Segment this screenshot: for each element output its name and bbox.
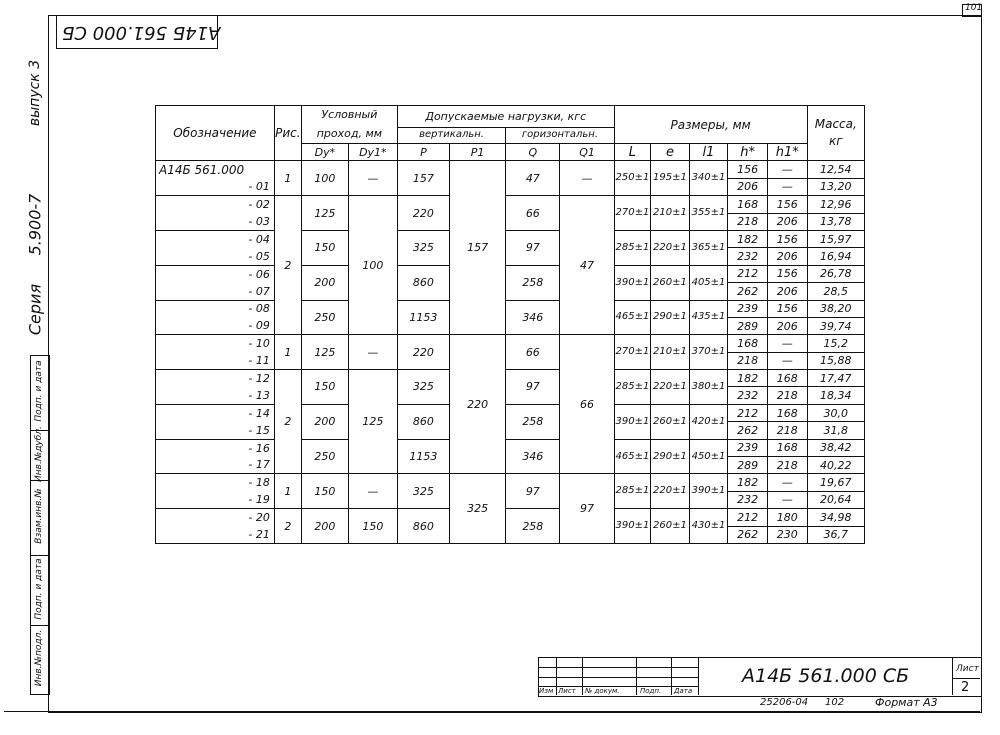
bottom-edge bbox=[4, 711, 980, 712]
h1-cell: 156 bbox=[767, 265, 807, 282]
designation-cell: - 01 bbox=[156, 178, 275, 195]
hdr-e: e bbox=[651, 144, 690, 161]
designation-cell: - 06 bbox=[156, 265, 275, 282]
dy-cell: 150 bbox=[301, 230, 348, 265]
p1-cell: 157 bbox=[449, 161, 505, 335]
dy1-cell: — bbox=[348, 335, 397, 370]
h1-cell: — bbox=[767, 161, 807, 178]
L-cell: 390±1 bbox=[614, 265, 650, 300]
stamp-1: Подп. и дата bbox=[34, 360, 44, 422]
l1-cell: 420±1 bbox=[689, 404, 728, 439]
hdr-q1: Q1 bbox=[560, 144, 614, 161]
title-col-sign: Подп. bbox=[640, 687, 662, 695]
L-cell: 390±1 bbox=[614, 509, 650, 544]
e-cell: 260±1 bbox=[651, 265, 690, 300]
l1-cell: 405±1 bbox=[689, 265, 728, 300]
mass-cell: 18,34 bbox=[807, 387, 864, 404]
h-cell: 182 bbox=[728, 230, 768, 247]
p1-cell: 325 bbox=[449, 474, 505, 544]
dy1-cell: 100 bbox=[348, 196, 397, 335]
stamp-4: Подп. и дата bbox=[34, 558, 44, 620]
h-cell: 168 bbox=[728, 196, 768, 213]
title-col-date: Дата bbox=[674, 687, 693, 695]
dy-cell: 150 bbox=[301, 370, 348, 405]
designation-cell: - 03 bbox=[156, 213, 275, 230]
sheet-top-number: 101 bbox=[965, 3, 983, 13]
designation-cell: А14Б 561.000 bbox=[156, 161, 275, 178]
h1-cell: 168 bbox=[767, 370, 807, 387]
mass-cell: 12,54 bbox=[807, 161, 864, 178]
p-cell: 1153 bbox=[397, 439, 449, 474]
q-cell: 97 bbox=[506, 474, 560, 509]
mass-cell: 39,74 bbox=[807, 317, 864, 334]
q-cell: 66 bbox=[506, 335, 560, 370]
h1-cell: 206 bbox=[767, 213, 807, 230]
dy-cell: 100 bbox=[301, 161, 348, 196]
h-cell: 182 bbox=[728, 474, 768, 491]
mass-cell: 12,96 bbox=[807, 196, 864, 213]
dy-cell: 150 bbox=[301, 474, 348, 509]
h1-cell: 218 bbox=[767, 422, 807, 439]
mass-cell: 28,5 bbox=[807, 283, 864, 300]
designation-cell: - 13 bbox=[156, 387, 275, 404]
fig-cell: 2 bbox=[274, 370, 301, 474]
h1-cell: — bbox=[767, 352, 807, 369]
h1-cell: 218 bbox=[767, 457, 807, 474]
e-cell: 290±1 bbox=[651, 300, 690, 335]
h-cell: 212 bbox=[728, 404, 768, 421]
hdr-horizontal: горизонтальн. bbox=[506, 127, 614, 144]
format-label: Формат А3 bbox=[875, 696, 938, 709]
p-cell: 860 bbox=[397, 404, 449, 439]
mass-cell: 15,2 bbox=[807, 335, 864, 352]
title-col-list: Лист bbox=[558, 687, 576, 695]
h-cell: 239 bbox=[728, 300, 768, 317]
L-cell: 390±1 bbox=[614, 404, 650, 439]
h-cell: 232 bbox=[728, 248, 768, 265]
designation-cell: - 19 bbox=[156, 491, 275, 508]
side-series: Серия bbox=[25, 283, 45, 336]
mass-cell: 36,7 bbox=[807, 526, 864, 543]
l1-cell: 380±1 bbox=[689, 370, 728, 405]
mass-cell: 15,88 bbox=[807, 352, 864, 369]
hdr-p1: P1 bbox=[449, 144, 505, 161]
hdr-dy1: Dу1* bbox=[348, 144, 397, 161]
q1-cell: 47 bbox=[560, 196, 614, 335]
e-cell: 260±1 bbox=[651, 509, 690, 544]
L-cell: 285±1 bbox=[614, 474, 650, 509]
L-cell: 285±1 bbox=[614, 370, 650, 405]
h-cell: 289 bbox=[728, 317, 768, 334]
h1-cell: 156 bbox=[767, 300, 807, 317]
dy-cell: 250 bbox=[301, 439, 348, 474]
L-cell: 270±1 bbox=[614, 196, 650, 231]
designation-cell: - 11 bbox=[156, 352, 275, 369]
l1-cell: 435±1 bbox=[689, 300, 728, 335]
designation-cell: - 14 bbox=[156, 404, 275, 421]
p-cell: 325 bbox=[397, 474, 449, 509]
designation-cell: - 17 bbox=[156, 457, 275, 474]
L-cell: 270±1 bbox=[614, 335, 650, 370]
p1-cell: 220 bbox=[449, 335, 505, 474]
l1-cell: 340±1 bbox=[689, 161, 728, 196]
hdr-designation: Обозначение bbox=[156, 106, 275, 161]
archive-page: 102 bbox=[825, 697, 845, 708]
designation-cell: - 18 bbox=[156, 474, 275, 491]
l1-cell: 450±1 bbox=[689, 439, 728, 474]
e-cell: 260±1 bbox=[651, 404, 690, 439]
hdr-L: L bbox=[614, 144, 650, 161]
fig-cell: 1 bbox=[274, 161, 301, 196]
e-cell: 220±1 bbox=[651, 230, 690, 265]
dy1-cell: — bbox=[348, 161, 397, 196]
p-cell: 325 bbox=[397, 370, 449, 405]
designation-cell: - 09 bbox=[156, 317, 275, 334]
hdr-dims: Размеры, мм bbox=[614, 106, 807, 144]
mass-cell: 13,78 bbox=[807, 213, 864, 230]
q-cell: 346 bbox=[506, 439, 560, 474]
h-cell: 218 bbox=[728, 213, 768, 230]
title-code: А14Б 561.000 СБ bbox=[742, 665, 910, 687]
l1-cell: 390±1 bbox=[689, 474, 728, 509]
q-cell: 258 bbox=[506, 404, 560, 439]
designation-cell: - 05 bbox=[156, 248, 275, 265]
q1-cell: — bbox=[560, 161, 614, 196]
l1-cell: 365±1 bbox=[689, 230, 728, 265]
stamp-3: Взам.инв.№ bbox=[34, 488, 44, 544]
h1-cell: 156 bbox=[767, 230, 807, 247]
q-cell: 258 bbox=[506, 509, 560, 544]
e-cell: 210±1 bbox=[651, 335, 690, 370]
h1-cell: 168 bbox=[767, 404, 807, 421]
hdr-nominal: Условный проход, мм bbox=[301, 106, 397, 144]
L-cell: 465±1 bbox=[614, 300, 650, 335]
rotated-code: А14Б 561.000 СБ bbox=[62, 22, 221, 43]
h-cell: 182 bbox=[728, 370, 768, 387]
designation-cell: - 15 bbox=[156, 422, 275, 439]
q-cell: 66 bbox=[506, 196, 560, 231]
p-cell: 860 bbox=[397, 265, 449, 300]
h1-cell: 218 bbox=[767, 387, 807, 404]
dy-cell: 200 bbox=[301, 509, 348, 544]
designation-cell: - 12 bbox=[156, 370, 275, 387]
hdr-vertical: вертикальн. bbox=[397, 127, 505, 144]
L-cell: 285±1 bbox=[614, 230, 650, 265]
h1-cell: 156 bbox=[767, 196, 807, 213]
h1-cell: — bbox=[767, 474, 807, 491]
q1-cell: 97 bbox=[560, 474, 614, 544]
hdr-loads: Допускаемые нагрузки, кгс bbox=[397, 106, 614, 128]
h-cell: 262 bbox=[728, 283, 768, 300]
fig-cell: 2 bbox=[274, 196, 301, 335]
l1-cell: 355±1 bbox=[689, 196, 728, 231]
dy-cell: 250 bbox=[301, 300, 348, 335]
dy1-cell: 125 bbox=[348, 370, 397, 474]
h-cell: 232 bbox=[728, 491, 768, 508]
dy-cell: 125 bbox=[301, 335, 348, 370]
q-cell: 346 bbox=[506, 300, 560, 335]
side-series-no: 5.900-7 bbox=[25, 193, 45, 256]
fig-cell: 1 bbox=[274, 474, 301, 509]
fig-cell: 2 bbox=[274, 509, 301, 544]
mass-cell: 38,20 bbox=[807, 300, 864, 317]
h-cell: 232 bbox=[728, 387, 768, 404]
stamp-5: Инв.№подл. bbox=[34, 629, 44, 687]
p-cell: 1153 bbox=[397, 300, 449, 335]
h1-cell: — bbox=[767, 491, 807, 508]
e-cell: 290±1 bbox=[651, 439, 690, 474]
l1-cell: 370±1 bbox=[689, 335, 728, 370]
dy1-cell: 150 bbox=[348, 509, 397, 544]
l1-cell: 430±1 bbox=[689, 509, 728, 544]
hdr-h1: h1* bbox=[767, 144, 807, 161]
h1-cell: 180 bbox=[767, 509, 807, 526]
mass-cell: 34,98 bbox=[807, 509, 864, 526]
h-cell: 262 bbox=[728, 526, 768, 543]
designation-cell: - 04 bbox=[156, 230, 275, 247]
h-cell: 168 bbox=[728, 335, 768, 352]
mass-cell: 30,0 bbox=[807, 404, 864, 421]
designation-cell: - 10 bbox=[156, 335, 275, 352]
dy1-cell: — bbox=[348, 474, 397, 509]
L-cell: 465±1 bbox=[614, 439, 650, 474]
p-cell: 220 bbox=[397, 335, 449, 370]
designation-cell: - 07 bbox=[156, 283, 275, 300]
q-cell: 47 bbox=[506, 161, 560, 196]
dy-cell: 200 bbox=[301, 404, 348, 439]
h-cell: 212 bbox=[728, 265, 768, 282]
mass-cell: 38,42 bbox=[807, 439, 864, 456]
side-issue: выпуск 3 bbox=[27, 59, 43, 127]
hdr-p: P bbox=[397, 144, 449, 161]
h-cell: 156 bbox=[728, 161, 768, 178]
q1-cell: 66 bbox=[560, 335, 614, 474]
h1-cell: — bbox=[767, 178, 807, 195]
h1-cell: 230 bbox=[767, 526, 807, 543]
h1-cell: 206 bbox=[767, 317, 807, 334]
q-cell: 97 bbox=[506, 370, 560, 405]
e-cell: 220±1 bbox=[651, 370, 690, 405]
mass-cell: 31,8 bbox=[807, 422, 864, 439]
e-cell: 195±1 bbox=[651, 161, 690, 196]
hdr-h: h* bbox=[728, 144, 768, 161]
hdr-fig: Рис. bbox=[274, 106, 301, 161]
h-cell: 262 bbox=[728, 422, 768, 439]
designation-cell: - 16 bbox=[156, 439, 275, 456]
q-cell: 97 bbox=[506, 230, 560, 265]
mass-cell: 26,78 bbox=[807, 265, 864, 282]
mass-cell: 17,47 bbox=[807, 370, 864, 387]
h1-cell: 168 bbox=[767, 439, 807, 456]
stamp-2: Инв.№дубл. bbox=[34, 426, 44, 482]
hdr-l1: l1 bbox=[689, 144, 728, 161]
designation-cell: - 08 bbox=[156, 300, 275, 317]
h-cell: 206 bbox=[728, 178, 768, 195]
mass-cell: 16,94 bbox=[807, 248, 864, 265]
fig-cell: 1 bbox=[274, 335, 301, 370]
h1-cell: 206 bbox=[767, 248, 807, 265]
p-cell: 325 bbox=[397, 230, 449, 265]
h-cell: 212 bbox=[728, 509, 768, 526]
p-cell: 157 bbox=[397, 161, 449, 196]
hdr-mass: Масса, кг bbox=[807, 106, 864, 161]
mass-cell: 13,20 bbox=[807, 178, 864, 195]
p-cell: 860 bbox=[397, 509, 449, 544]
hdr-dy: Dу* bbox=[301, 144, 348, 161]
specification-table bbox=[155, 105, 865, 544]
hdr-q: Q bbox=[506, 144, 560, 161]
mass-cell: 15,97 bbox=[807, 230, 864, 247]
h1-cell: — bbox=[767, 335, 807, 352]
L-cell: 250±1 bbox=[614, 161, 650, 196]
q-cell: 258 bbox=[506, 265, 560, 300]
title-col-doc: № докум. bbox=[585, 687, 620, 695]
p-cell: 220 bbox=[397, 196, 449, 231]
title-col-izm: Изм bbox=[539, 687, 554, 695]
designation-cell: - 02 bbox=[156, 196, 275, 213]
dy-cell: 125 bbox=[301, 196, 348, 231]
designation-cell: - 20 bbox=[156, 509, 275, 526]
archive-no: 25206-04 bbox=[760, 697, 809, 708]
mass-cell: 20,64 bbox=[807, 491, 864, 508]
mass-cell: 19,67 bbox=[807, 474, 864, 491]
mass-cell: 40,22 bbox=[807, 457, 864, 474]
sheet-label: Лист bbox=[956, 664, 979, 674]
e-cell: 210±1 bbox=[651, 196, 690, 231]
h-cell: 289 bbox=[728, 457, 768, 474]
e-cell: 220±1 bbox=[651, 474, 690, 509]
designation-cell: - 21 bbox=[156, 526, 275, 543]
h-cell: 239 bbox=[728, 439, 768, 456]
h1-cell: 206 bbox=[767, 283, 807, 300]
dy-cell: 200 bbox=[301, 265, 348, 300]
h-cell: 218 bbox=[728, 352, 768, 369]
sheet-no: 2 bbox=[961, 680, 970, 695]
